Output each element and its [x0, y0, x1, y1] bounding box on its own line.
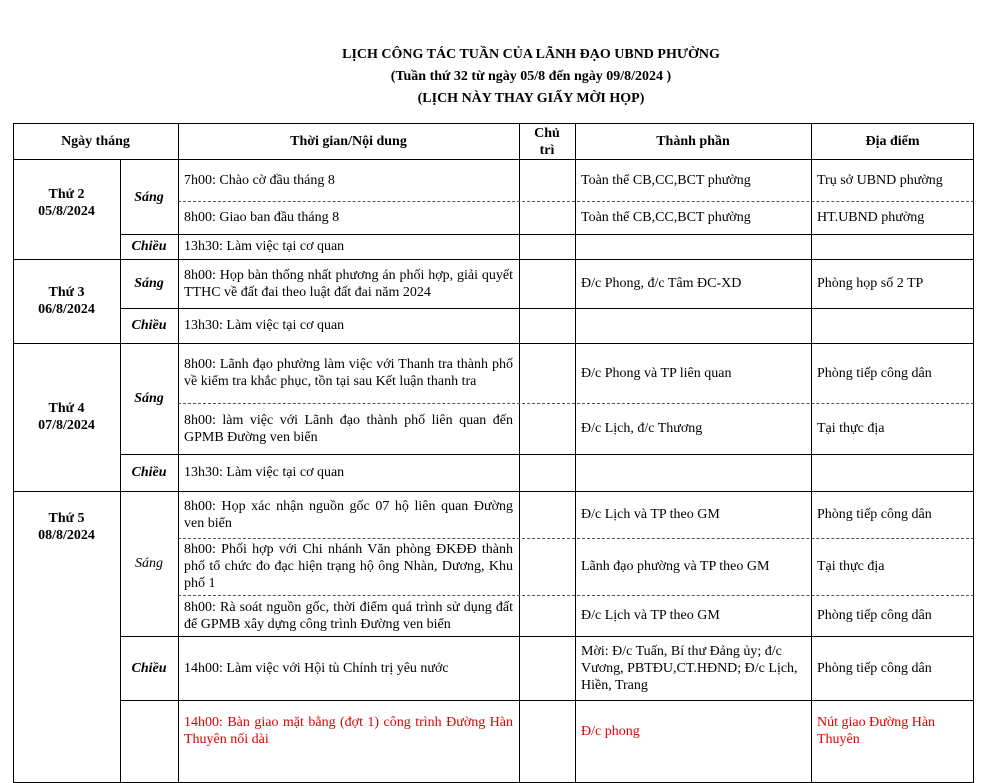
row-content: 8h00: Họp xác nhận nguồn gốc 07 hộ liên quan Đường ven biển — [184, 498, 513, 531]
header-chair — [519, 123, 575, 160]
day-date: 08/8/2024 — [38, 528, 95, 543]
row-participants: Đ/c Lịch và TP theo GM — [581, 608, 720, 623]
row-content: 8h00: Lãnh đạo phường làm việc với Thanh tra thành phố về kiểm tra khắc phục, tồn tại sau Kết luận thanh tra — [184, 357, 513, 389]
day-cell-thursday — [13, 509, 120, 545]
document-title — [0, 44, 987, 110]
row-location: Phòng tiếp công dân — [817, 608, 932, 623]
row-participants: Đ/c Phong, đ/c Tâm ĐC-XD — [581, 276, 742, 291]
row-participants: Toàn thể CB,CC,BCT phường — [581, 210, 751, 225]
row-participants: Mời: Đ/c Tuấn, Bí thư Đảng ủy; đ/c Vương, PBTĐU,CT.HĐND; Đ/c Lịch, Hiền, Trang — [581, 643, 798, 693]
row-location: Phòng tiếp công dân — [817, 660, 932, 676]
day-date: 06/8/2024 — [38, 302, 95, 317]
row-participants-highlight: Đ/c phong — [581, 723, 640, 739]
row-location: Phòng tiếp công dân — [817, 507, 932, 522]
row-divider — [120, 700, 974, 701]
session-morning: Sáng — [135, 556, 163, 571]
row-location-highlight: Nút giao Đường Hàn Thuyên — [817, 715, 936, 747]
row-participants: Đ/c Lịch, đ/c Thương — [581, 421, 703, 436]
title-line-3: (LỊCH NÀY THAY GIẤY MỜI HỌP) — [417, 91, 645, 106]
session-morning: Sáng — [134, 391, 164, 406]
header-location: Địa điểm — [865, 134, 920, 149]
row-content-highlight: 14h00: Bàn giao mặt bằng (đợt 1) công trình Đường Hàn Thuyên nối dài — [184, 715, 513, 747]
schedule-table — [13, 123, 974, 783]
session-afternoon: Chiều — [131, 239, 167, 254]
header-date: Ngày tháng — [61, 134, 130, 149]
row-content: 13h30: Làm việc tại cơ quan — [184, 318, 345, 333]
session-afternoon: Chiều — [131, 465, 167, 480]
day-cell-tuesday — [13, 283, 120, 319]
row-location: Trụ sở UBND phường — [817, 173, 943, 188]
title-line-2: (Tuần thứ 32 từ ngày 05/8 đến ngày 09/8/2024 ) — [390, 69, 672, 84]
row-location: Tại thực địa — [817, 421, 885, 436]
header-chair-line1: Chủ — [534, 125, 560, 141]
row-participants: Lãnh đạo phường và TP theo GM — [581, 559, 770, 574]
title-line-1: LỊCH CÔNG TÁC TUẦN CỦA LÃNH ĐẠO UBND PHƯỜNG — [342, 47, 720, 62]
session-morning: Sáng — [134, 276, 164, 291]
row-participants: Toàn thể CB,CC,BCT phường — [581, 173, 751, 188]
col-divider — [519, 123, 520, 783]
day-name: Thứ 4 — [48, 401, 85, 416]
row-content: 8h00: Họp bàn thống nhất phương án phối hợp, giải quyết TTHC về đất đai theo luật đất đai năm 2024 — [184, 267, 513, 300]
row-location: HT.UBND phường — [817, 210, 925, 225]
row-content: 8h00: Phối hợp với Chi nhánh Văn phòng ĐKĐĐ thành phố tổ chức đo đạc hiện trạng hộ ông Nhàn, Dương, Khu phố 1 — [184, 542, 513, 591]
day-cell-wednesday — [13, 399, 120, 435]
day-date: 05/8/2024 — [38, 204, 95, 219]
day-name: Thứ 2 — [48, 187, 85, 202]
row-content: 8h00: Rà soát nguồn gốc, thời điểm quá trình sử dụng đất để GPMB xây dựng công trình Đường ven biển — [184, 599, 513, 632]
day-name: Thứ 5 — [48, 511, 85, 526]
day-cell-monday — [13, 185, 120, 221]
session-afternoon: Chiều — [131, 660, 167, 676]
row-participants: Đ/c Lịch và TP theo GM — [581, 507, 720, 522]
session-afternoon: Chiều — [131, 318, 167, 333]
row-location: Tại thực địa — [817, 559, 885, 574]
row-content: 14h00: Làm việc với Hội tù Chính trị yêu nước — [184, 660, 449, 676]
row-content: 13h30: Làm việc tại cơ quan — [184, 239, 345, 254]
row-location: Phòng tiếp công dân — [817, 365, 932, 381]
day-name: Thứ 3 — [48, 285, 85, 300]
row-participants: Đ/c Phong và TP liên quan — [581, 365, 732, 381]
day-date: 07/8/2024 — [38, 418, 95, 433]
header-participants: Thành phần — [656, 134, 730, 149]
row-content: 8h00: làm việc với Lãnh đạo thành phố liên quan đến GPMB Đường ven biển — [184, 412, 513, 445]
row-content: 7h00: Chào cờ đầu tháng 8 — [184, 173, 335, 188]
header-chair-line2: trì — [539, 142, 555, 158]
row-content: 8h00: Giao ban đầu tháng 8 — [184, 210, 340, 225]
session-morning: Sáng — [134, 189, 164, 205]
header-content: Thời gian/Nội dung — [290, 134, 407, 149]
row-location: Phòng họp số 2 TP — [817, 276, 924, 291]
row-content: 13h30: Làm việc tại cơ quan — [184, 465, 345, 480]
